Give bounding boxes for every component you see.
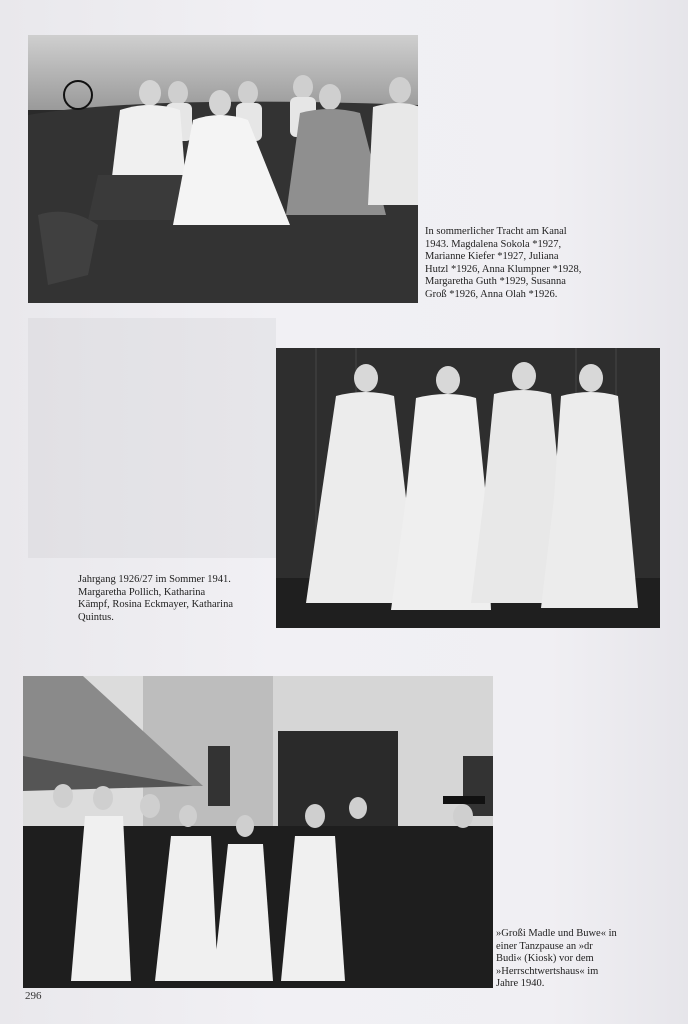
caption-photo-1: In sommerlicher Tracht am Kanal 1943. Magdalena Sokola *1927, Marianne Kiefer *1927, Juliana Hutzl *1926, Anna Klumpner *1928, Margaretha Guth *1929, Susanna Groß *1926, Anna Olah *1926. bbox=[425, 226, 582, 300]
caption-photo-3: »Großi Madle und Buwe« in einer Tanzpause an »dr Budi« (Kiosk) vor dem »Herrschtwertshaus« im Jahre 1940. bbox=[496, 928, 617, 989]
page-number: 296 bbox=[25, 990, 42, 1002]
photo-dance-break-group bbox=[23, 676, 493, 988]
caption-photo-2: Jahrgang 1926/27 im Sommer 1941. Margaretha Pollich, Katharina Kämpf, Rosina Eckmayer, Katharina Quintus. bbox=[78, 574, 233, 623]
photo-women-sitting-canal bbox=[28, 35, 418, 303]
bleed-through-ghost bbox=[28, 318, 276, 558]
photo-four-girls-standing bbox=[276, 348, 660, 628]
